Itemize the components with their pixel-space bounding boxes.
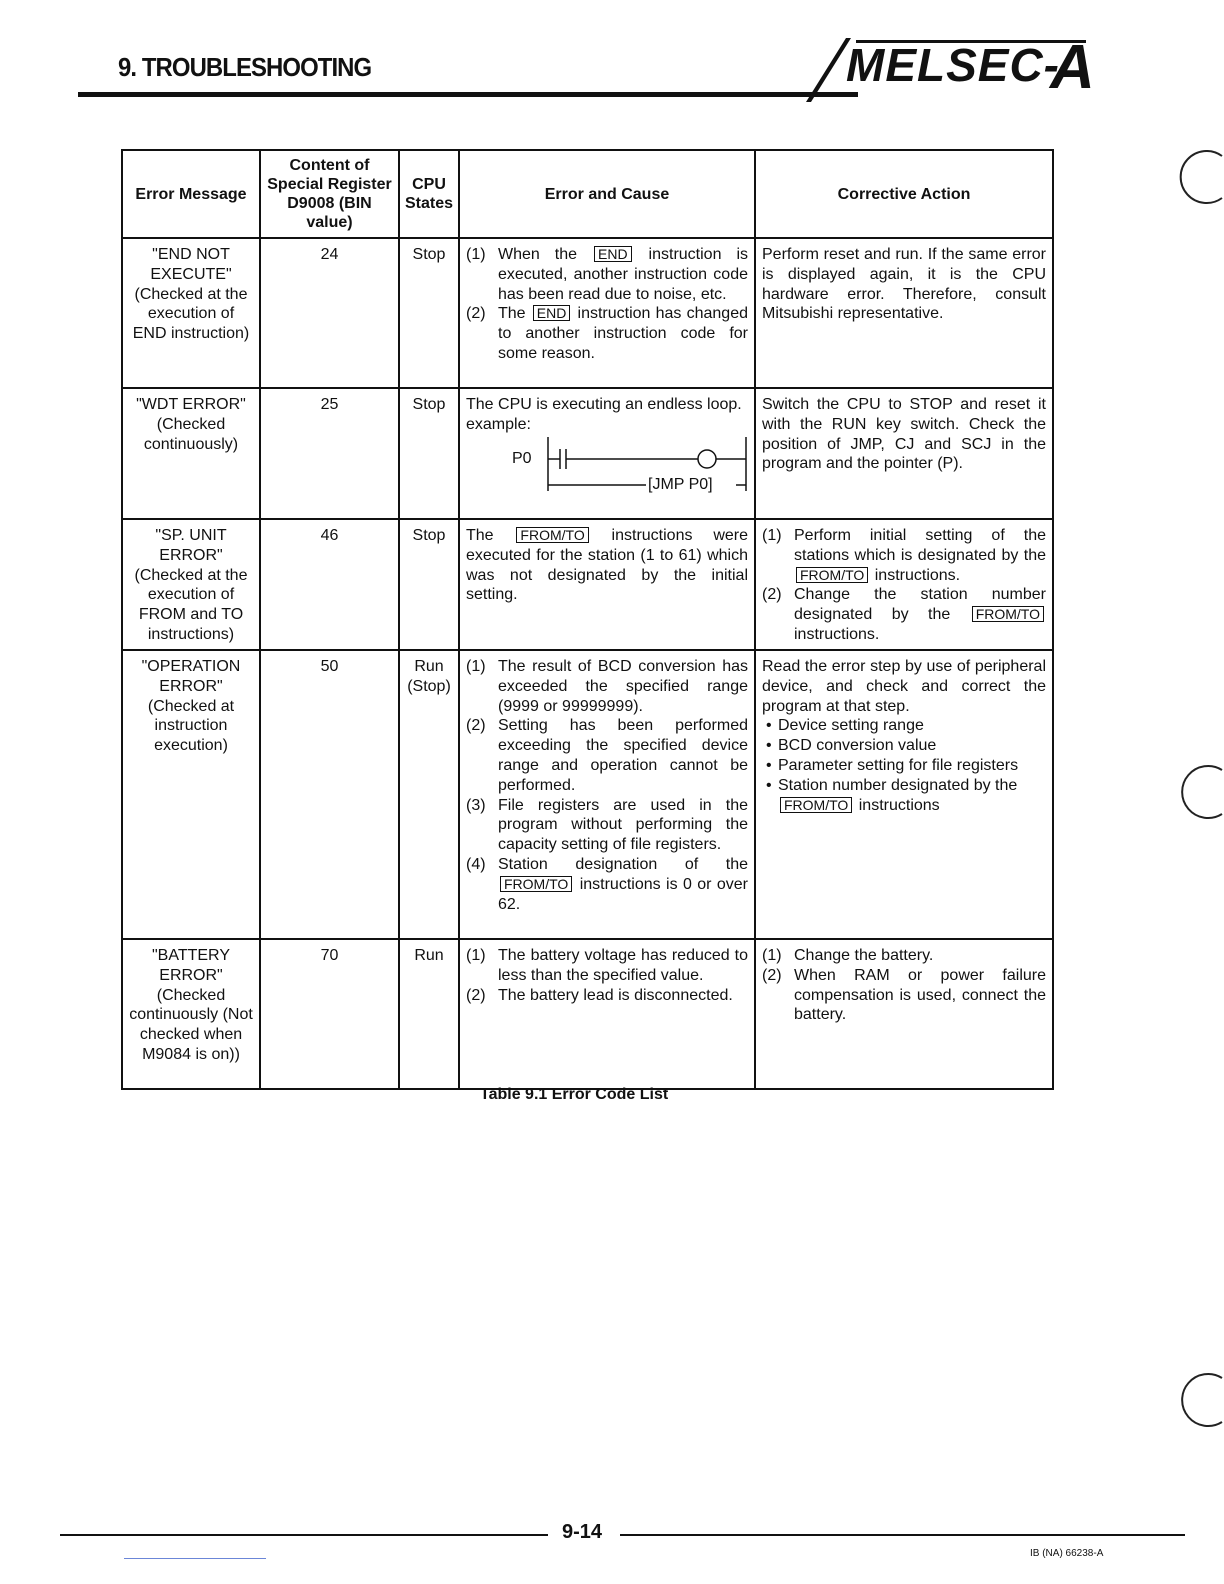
error-message: "END NOT EXECUTE" (Checked at the execution of END instruction) [122, 238, 260, 388]
error-cause [459, 939, 755, 1089]
table-row [122, 519, 1053, 650]
from-to-instruction-box: FROM/TO [796, 567, 868, 583]
table-row [122, 939, 1053, 1089]
cpu-state: Stop [399, 238, 459, 388]
from-to-instruction-box: FROM/TO [516, 527, 588, 543]
action-bullet: • Station number designated by the FROM/TO instructions [762, 776, 1046, 816]
action-intro: Read the error step by use of peripheral device, and check and correct the program at that step. [762, 658, 1046, 715]
cause-item: (1) When the END instruction is executed, another instruction code has been read due to noise, etc. [466, 246, 748, 303]
col-header-error-cause: Error and Cause [459, 150, 755, 238]
binder-hole-icon [1182, 1374, 1222, 1426]
col-header-error-message: Error Message [122, 150, 260, 238]
corrective-action [755, 650, 1053, 939]
error-cause [459, 388, 755, 519]
example-label: example: [466, 415, 531, 433]
action-item: (1) Change the battery. [762, 947, 934, 964]
error-message: "WDT ERROR" (Checked continuously) [122, 388, 260, 519]
error-cause: The FROM/TO instructions were executed for the station (1 to 61) which was not designated by the initial setting. [459, 519, 755, 650]
error-cause [459, 650, 755, 939]
ladder-p0-label: P0 [512, 449, 532, 467]
action-item: (2) Change the station number designated by the FROM/TO instructions. [762, 586, 1046, 643]
end-instruction-box: END [533, 305, 571, 321]
footer-rule-left [60, 1534, 548, 1536]
table-row [122, 238, 1053, 388]
cpu-state: Stop [399, 519, 459, 650]
cpu-state: Run [399, 939, 459, 1089]
cause-item: (1) The battery voltage has reduced to less than the specified value. [466, 947, 748, 984]
register-value: 46 [260, 519, 399, 650]
action-item: (2) When RAM or power failure compensation is used, connect the battery. [762, 966, 1046, 1024]
register-value: 24 [260, 238, 399, 388]
corrective-action: Perform reset and run. If the same error is displayed again, it is the CPU hardware error. Therefore, consult Mitsubishi representative. [755, 238, 1053, 388]
binder-hole-icon [1182, 766, 1222, 818]
footer-rule-right [620, 1534, 1185, 1536]
error-message: "BATTERY ERROR" (Checked continuously (Not checked when M9084 is on)) [122, 939, 260, 1089]
action-bullet: • BCD conversion value [762, 736, 1046, 756]
action-bullet: • Parameter setting for file registers [762, 756, 1046, 776]
action-item: (1) Perform initial setting of the stations which is designated by the FROM/TO instructions. [762, 527, 1046, 584]
error-cause [459, 238, 755, 388]
corrective-action [755, 519, 1053, 650]
cause-item: (1) The result of BCD conversion has exceeded the specified range (9999 or 99999999). [466, 658, 748, 715]
error-message: "SP. UNIT ERROR" (Checked at the execution of FROM and TO instructions) [122, 519, 260, 650]
corrective-action: Switch the CPU to STOP and reset it with the RUN key switch. Check the position of JMP, CJ and SCJ in the program and the pointer (P). [755, 388, 1053, 519]
register-value: 50 [260, 650, 399, 939]
melsec-logo: MELSEC- [846, 39, 1060, 91]
from-to-instruction-box: FROM/TO [500, 876, 572, 892]
corrective-action [755, 939, 1053, 1089]
error-code-table [121, 149, 1054, 1090]
ladder-diagram [466, 437, 748, 495]
section-title: 9. TROUBLESHOOTING [118, 52, 372, 82]
cause-item: (2) The END instruction has changed to another instruction code for some reason. [466, 305, 748, 362]
end-instruction-box: END [594, 246, 632, 262]
cause-text: The CPU is executing an endless loop. [466, 396, 742, 413]
from-to-instruction-box: FROM/TO [972, 606, 1044, 622]
cause-item: (3) File registers are used in the program without performing the capacity setting of file registers. [466, 796, 748, 854]
melsec-logo-a: A [1050, 33, 1095, 102]
header-rule [78, 92, 858, 97]
cause-item: (4) Station designation of the FROM/TO instructions is 0 or over 62. [466, 855, 748, 913]
binder-holes [1160, 150, 1224, 1430]
action-bullet: • Device setting range [762, 716, 1046, 736]
register-value: 70 [260, 939, 399, 1089]
error-message: "OPERATION ERROR" (Checked at instruction execution) [122, 650, 260, 939]
cpu-state: Stop [399, 388, 459, 519]
table-row [122, 388, 1053, 519]
col-header-corrective-action: Corrective Action [755, 150, 1053, 238]
footer-blue-line [124, 1558, 266, 1559]
ladder-jmp-label: [JMP P0] [648, 475, 713, 493]
page-number: 9-14 [562, 1521, 603, 1543]
binder-hole-icon [1181, 151, 1222, 203]
document-id: IB (NA) 66238-A [1030, 1548, 1104, 1559]
cause-item: (2) Setting has been performed exceeding the specified device range and operation cannot be performed. [466, 717, 748, 794]
cpu-state: Run (Stop) [399, 650, 459, 939]
col-header-special-register: Content of Special Register D9008 (BIN value) [260, 150, 399, 238]
col-header-cpu-states: CPU States [399, 150, 459, 238]
table-caption: Table 9.1 Error Code List [480, 1086, 669, 1103]
cause-item: (2) The battery lead is disconnected. [466, 986, 733, 1004]
register-value: 25 [260, 388, 399, 519]
table-row [122, 650, 1053, 939]
from-to-instruction-box: FROM/TO [780, 797, 852, 813]
